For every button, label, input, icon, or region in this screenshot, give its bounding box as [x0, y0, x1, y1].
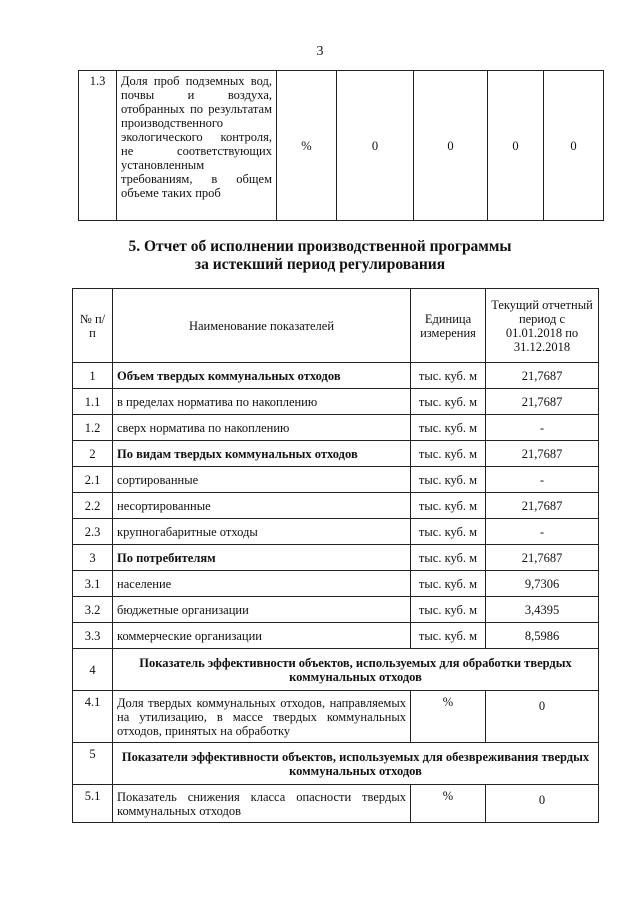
section-title-line1: 5. Отчет об исполнении производственной программы — [128, 238, 512, 255]
row-number: 1 — [73, 363, 113, 389]
row-unit: тыс. куб. м — [411, 545, 486, 571]
row-value: 8,5986 — [486, 623, 599, 649]
table-row — [73, 441, 599, 467]
row-value: 21,7687 — [486, 441, 599, 467]
section-heading: Показатель эффективности объектов, используемых для обработки твердых коммунальных отходов — [113, 649, 599, 691]
row-value: - — [486, 467, 599, 493]
row-value: 0 — [486, 785, 599, 823]
row-name: население — [113, 571, 411, 597]
row-name: Показатель снижения класса опасности твердых коммунальных отходов — [113, 785, 411, 823]
header-row — [73, 289, 599, 363]
continuation-table — [78, 70, 604, 221]
table-row — [73, 597, 599, 623]
row-name: По видам твердых коммунальных отходов — [113, 441, 411, 467]
row-number: 1.1 — [73, 389, 113, 415]
header-period: Текущий отчетный период с 01.01.2018 по 31.12.2018 — [486, 289, 599, 363]
row-name: бюджетные организации — [113, 597, 411, 623]
row-value: - — [486, 415, 599, 441]
row-value: 0 — [486, 691, 599, 743]
table-row — [73, 415, 599, 441]
value-cell: 0 — [488, 71, 544, 221]
row-unit: тыс. куб. м — [411, 493, 486, 519]
table-row — [73, 363, 599, 389]
row-value: 21,7687 — [486, 363, 599, 389]
table-row — [73, 519, 599, 545]
row-number: 2 — [73, 441, 113, 467]
row-number: 3.2 — [73, 597, 113, 623]
section-number: 4 — [73, 649, 113, 691]
row-value: 3,4395 — [486, 597, 599, 623]
row-name: Доля твердых коммунальных отходов, направляемых на утилизацию, в массе твердых коммунальных отходов, принятых на обработку — [113, 691, 411, 743]
row-unit: тыс. куб. м — [411, 363, 486, 389]
row-unit: тыс. куб. м — [411, 415, 486, 441]
row-value: 9,7306 — [486, 571, 599, 597]
table-row — [73, 691, 599, 743]
table-row — [73, 545, 599, 571]
row-number: 4.1 — [73, 691, 113, 743]
row-name: коммерческие организации — [113, 623, 411, 649]
header-num: № п/п — [73, 289, 113, 363]
row-unit: % — [411, 785, 486, 823]
row-name: в пределах норматива по накоплению — [113, 389, 411, 415]
row-name: По потребителям — [113, 545, 411, 571]
row-name: несортированные — [113, 493, 411, 519]
report-table — [72, 288, 599, 823]
header-name: Наименование показателей — [113, 289, 411, 363]
table-row — [73, 571, 599, 597]
table-row — [73, 623, 599, 649]
table-row — [73, 785, 599, 823]
table-row — [73, 389, 599, 415]
section-title — [0, 238, 640, 274]
row-value: 21,7687 — [486, 389, 599, 415]
row-number: 2.1 — [73, 467, 113, 493]
row-unit: тыс. куб. м — [411, 571, 486, 597]
row-number: 2.3 — [73, 519, 113, 545]
row-number: 3.3 — [73, 623, 113, 649]
row-value: 21,7687 — [486, 545, 599, 571]
row-unit: тыс. куб. м — [411, 597, 486, 623]
section-title-line2: за истекший период регулирования — [194, 256, 446, 273]
section-row — [73, 743, 599, 785]
row-unit: тыс. куб. м — [411, 519, 486, 545]
value-cell: 0 — [414, 71, 488, 221]
row-name: Объем твердых коммунальных отходов — [113, 363, 411, 389]
value-cell: 0 — [544, 71, 604, 221]
row-number: 1.3 — [79, 71, 117, 221]
row-number: 3 — [73, 545, 113, 571]
row-number: 5.1 — [73, 785, 113, 823]
row-unit: тыс. куб. м — [411, 389, 486, 415]
table-row — [79, 71, 604, 221]
row-name: сортированные — [113, 467, 411, 493]
row-value: - — [486, 519, 599, 545]
row-unit: % — [411, 691, 486, 743]
row-number: 1.2 — [73, 415, 113, 441]
section-number: 5 — [73, 743, 113, 785]
row-number: 2.2 — [73, 493, 113, 519]
row-unit: тыс. куб. м — [411, 467, 486, 493]
header-unit: Единица измерения — [411, 289, 486, 363]
value-cell: 0 — [337, 71, 414, 221]
table-row — [73, 467, 599, 493]
unit-cell: % — [277, 71, 337, 221]
row-name: крупногабаритные отходы — [113, 519, 411, 545]
row-unit: тыс. куб. м — [411, 623, 486, 649]
indicator-description: Доля проб подземных вод, почвы и воздуха, отобранных по результатам производственного экологического контроля, не соответствующих установленным требованиям, в общем объеме таких проб — [117, 71, 277, 221]
row-number: 3.1 — [73, 571, 113, 597]
row-value: 21,7687 — [486, 493, 599, 519]
section-heading: Показатели эффективности объектов, используемых для обезвреживания твердых коммунальных отходов — [113, 743, 599, 785]
row-name: сверх норматива по накоплению — [113, 415, 411, 441]
section-row — [73, 649, 599, 691]
row-unit: тыс. куб. м — [411, 441, 486, 467]
page-number: 3 — [316, 44, 324, 59]
table-row — [73, 493, 599, 519]
